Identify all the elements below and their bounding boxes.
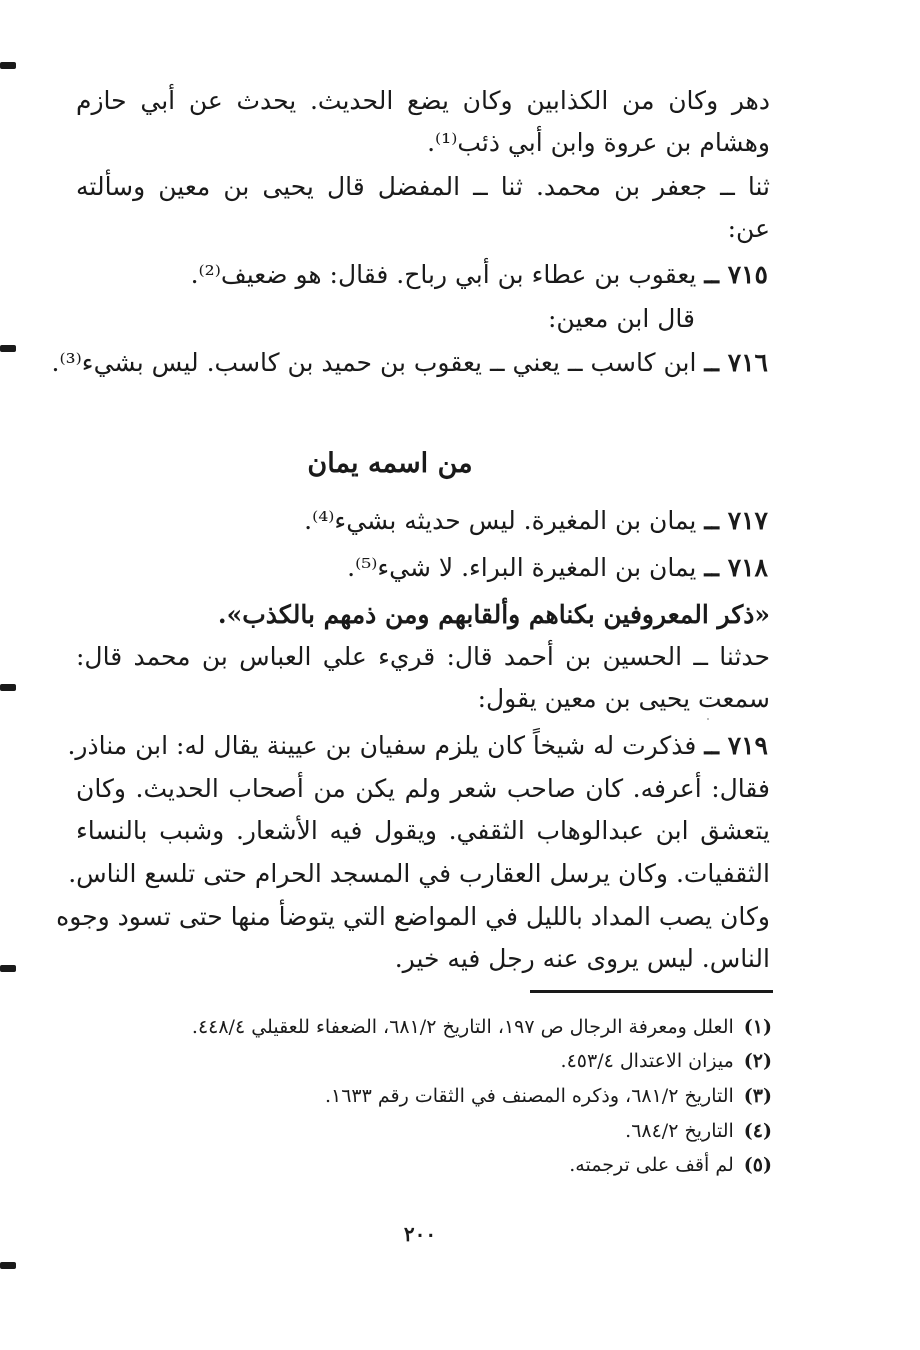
narrator-note: قال ابن معين: <box>547 304 695 333</box>
scan-edge-mark <box>0 965 16 972</box>
entry-719-line: الناس. ليس يروى عنه رجل فيه خير. <box>394 944 770 973</box>
entry-text: ابن كاسب ــ يعني ــ يعقوب بن حميد بن كاسب. ليس بشيء⁽³⁾. <box>51 348 697 377</box>
footnote <box>569 1150 772 1180</box>
footnote <box>325 1081 772 1111</box>
entry-number: ٧١٨ ــ <box>704 553 768 582</box>
entry-number: ٧١٧ ــ <box>704 506 768 535</box>
scan-speck <box>707 718 709 720</box>
scan-edge-mark <box>0 684 16 691</box>
entry-715 <box>191 256 768 294</box>
entry-717 <box>304 502 768 540</box>
entry-718 <box>347 549 768 587</box>
scan-edge-mark <box>0 1262 16 1269</box>
entry-number: ٧١٥ ــ <box>704 260 768 289</box>
body-line: عن: <box>727 214 770 243</box>
scan-edge-mark <box>0 345 16 352</box>
footnote-number: (١) <box>743 1016 772 1038</box>
entry-text: فذكرت له شيخاً كان يلزم سفيان بن عيينة يقال له: ابن مناذر. <box>67 731 697 760</box>
footnote-text: التاريخ ٦٨٤/٢. <box>625 1120 734 1142</box>
entry-number: ٧١٩ ــ <box>704 731 768 760</box>
body-line: ثنا ــ جعفر بن محمد. ثنا ــ المفضل قال يحيى بن معين وسألته <box>76 172 770 201</box>
page-number: ٢٠٠ <box>403 1222 437 1246</box>
entry-719-line: فقال: أعرفه. كان صاحب شعر ولم يكن من أصحاب الحديث. وكان <box>76 774 770 803</box>
footnote-rule <box>530 990 773 993</box>
footnote-text: العلل ومعرفة الرجال ص ١٩٧، التاريخ ٦٨١/٢، الضعفاء للعقيلي ٤٤٨/٤. <box>191 1016 734 1038</box>
entry-text: يمان بن المغيرة. ليس حديثه بشيء⁽⁴⁾. <box>304 506 697 535</box>
chapter-title: «ذكر المعروفين بكناهم وألقابهم ومن ذمهم بالكذب». <box>217 600 770 629</box>
entry-719-line: الثقفيات. وكان يرسل العقارب في المسجد الحرام حتى تلسع الناس. <box>68 859 770 888</box>
footnote-number: (٥) <box>743 1154 772 1176</box>
entry-number: ٧١٦ ــ <box>704 348 768 377</box>
body-line: دهر وكان من الكذابين وكان يضع الحديث. يحدث عن أبي حازم <box>76 86 770 115</box>
footnote <box>561 1046 772 1076</box>
body-line: وهشام بن عروة وابن أبي ذئب⁽¹⁾. <box>427 128 770 157</box>
entry-719-line: وكان يصب المداد بالليل في المواضع التي يتوضأ منها حتى تسود وجوه <box>56 902 770 931</box>
chain-line: حدثنا ــ الحسين بن أحمد قال: قريء علي العباس بن محمد قال: <box>76 642 770 671</box>
footnote-text: ميزان الاعتدال ٤٥٣/٤. <box>560 1050 734 1072</box>
entry-716 <box>52 344 768 382</box>
footnote-number: (٤) <box>743 1120 772 1142</box>
scan-edge-mark <box>0 62 16 69</box>
footnote-number: (٣) <box>743 1085 772 1107</box>
footnote <box>625 1116 772 1146</box>
footnote-number: (٢) <box>743 1050 772 1072</box>
entry-719-line: يتعشق ابن عبدالوهاب الثقفي. ويقول فيه الأشعار. وشبب بالنساء <box>76 816 770 845</box>
chain-line: سمعت يحيى بن معين يقول: <box>477 684 770 713</box>
entry-719 <box>67 727 768 765</box>
section-heading: من اسمه يمان <box>307 448 473 479</box>
footnote <box>192 1012 772 1042</box>
entry-text: يعقوب بن عطاء بن أبي رباح. فقال: هو ضعيف⁽²⁾. <box>190 260 697 289</box>
entry-text: يمان بن المغيرة البراء. لا شيء⁽⁵⁾. <box>347 553 697 582</box>
footnote-text: لم أقف على ترجمته. <box>569 1154 734 1176</box>
footnote-text: التاريخ ٦٨١/٢، وذكره المصنف في الثقات رقم ١٦٣٣. <box>324 1085 734 1107</box>
